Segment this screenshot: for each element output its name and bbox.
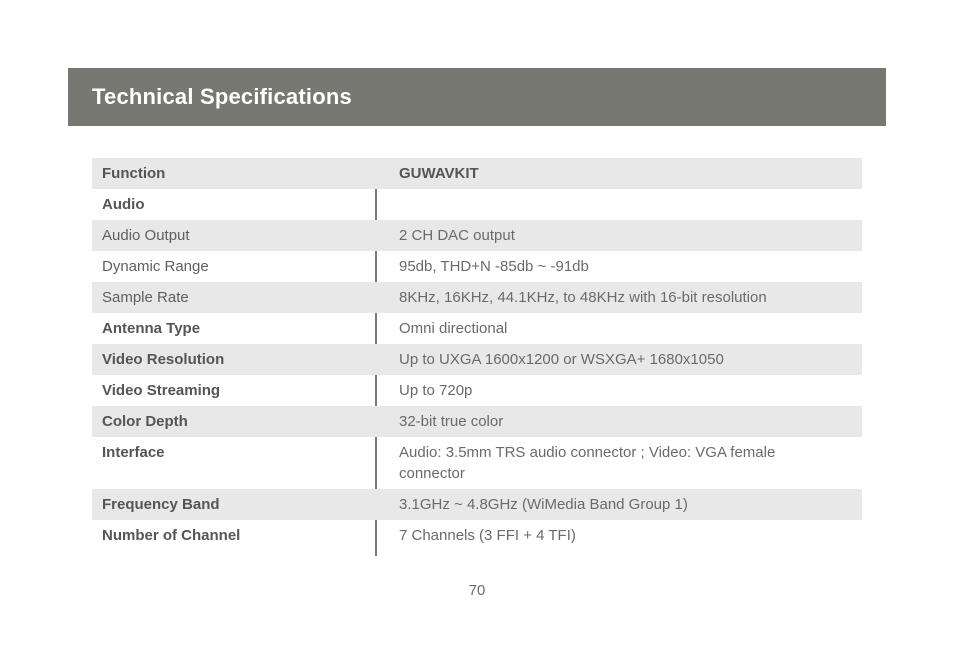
row-label: Sample Rate: [102, 289, 189, 306]
row-label: Video Resolution: [102, 351, 225, 368]
table-row-number-of-channel: [92, 520, 862, 551]
row-label: Dynamic Range: [102, 258, 209, 275]
row-label: Function: [102, 165, 166, 182]
row-value: 7 Channels (3 FFI + 4 TFI): [399, 527, 576, 544]
row-label: Antenna Type: [102, 320, 201, 337]
row-label: Audio: [102, 196, 145, 213]
table-row-color-depth: [92, 406, 862, 437]
row-value: 95db, THD+N -85db ~ -91db: [399, 258, 589, 275]
table-row-antenna-type: [92, 313, 862, 344]
row-label: Frequency Band: [102, 496, 220, 513]
page-title: Technical Specifications: [92, 84, 352, 109]
row-value: GUWAVKIT: [399, 165, 479, 182]
row-value: Omni directional: [399, 320, 508, 337]
row-label: Video Streaming: [102, 382, 221, 399]
row-value: 2 CH DAC output: [399, 227, 515, 244]
page-number: 70: [468, 582, 486, 599]
table-row-audio: [92, 189, 862, 220]
row-value: [376, 187, 862, 220]
table-row-interface: [92, 437, 862, 489]
section-header: [68, 68, 886, 126]
table-row-function: [92, 158, 862, 189]
row-label: Interface: [102, 444, 165, 461]
spec-table: [92, 158, 862, 551]
table-row-video-resolution: [92, 344, 862, 375]
row-label: Number of Channel: [102, 527, 241, 544]
row-value: 3.1GHz ~ 4.8GHz (WiMedia Band Group 1): [399, 496, 688, 513]
table-row-frequency-band: [92, 489, 862, 520]
table-row-sample-rate: [92, 282, 862, 313]
row-value: 32-bit true color: [399, 413, 504, 430]
row-label: Audio Output: [102, 227, 190, 244]
row-label: Color Depth: [102, 413, 188, 430]
row-value: Up to UXGA 1600x1200 or WSXGA+ 1680x1050: [399, 351, 724, 368]
table-row-video-streaming: [92, 375, 862, 406]
row-value: Up to 720p: [399, 382, 473, 399]
row-value: Audio: 3.5mm TRS audio connector ; Video: VGA female connector: [399, 444, 776, 482]
table-row-dynamic-range: [92, 251, 862, 282]
row-value: 8KHz, 16KHz, 44.1KHz, to 48KHz with 16-bit resolution: [399, 289, 767, 306]
table-row-audio-output: [92, 220, 862, 251]
